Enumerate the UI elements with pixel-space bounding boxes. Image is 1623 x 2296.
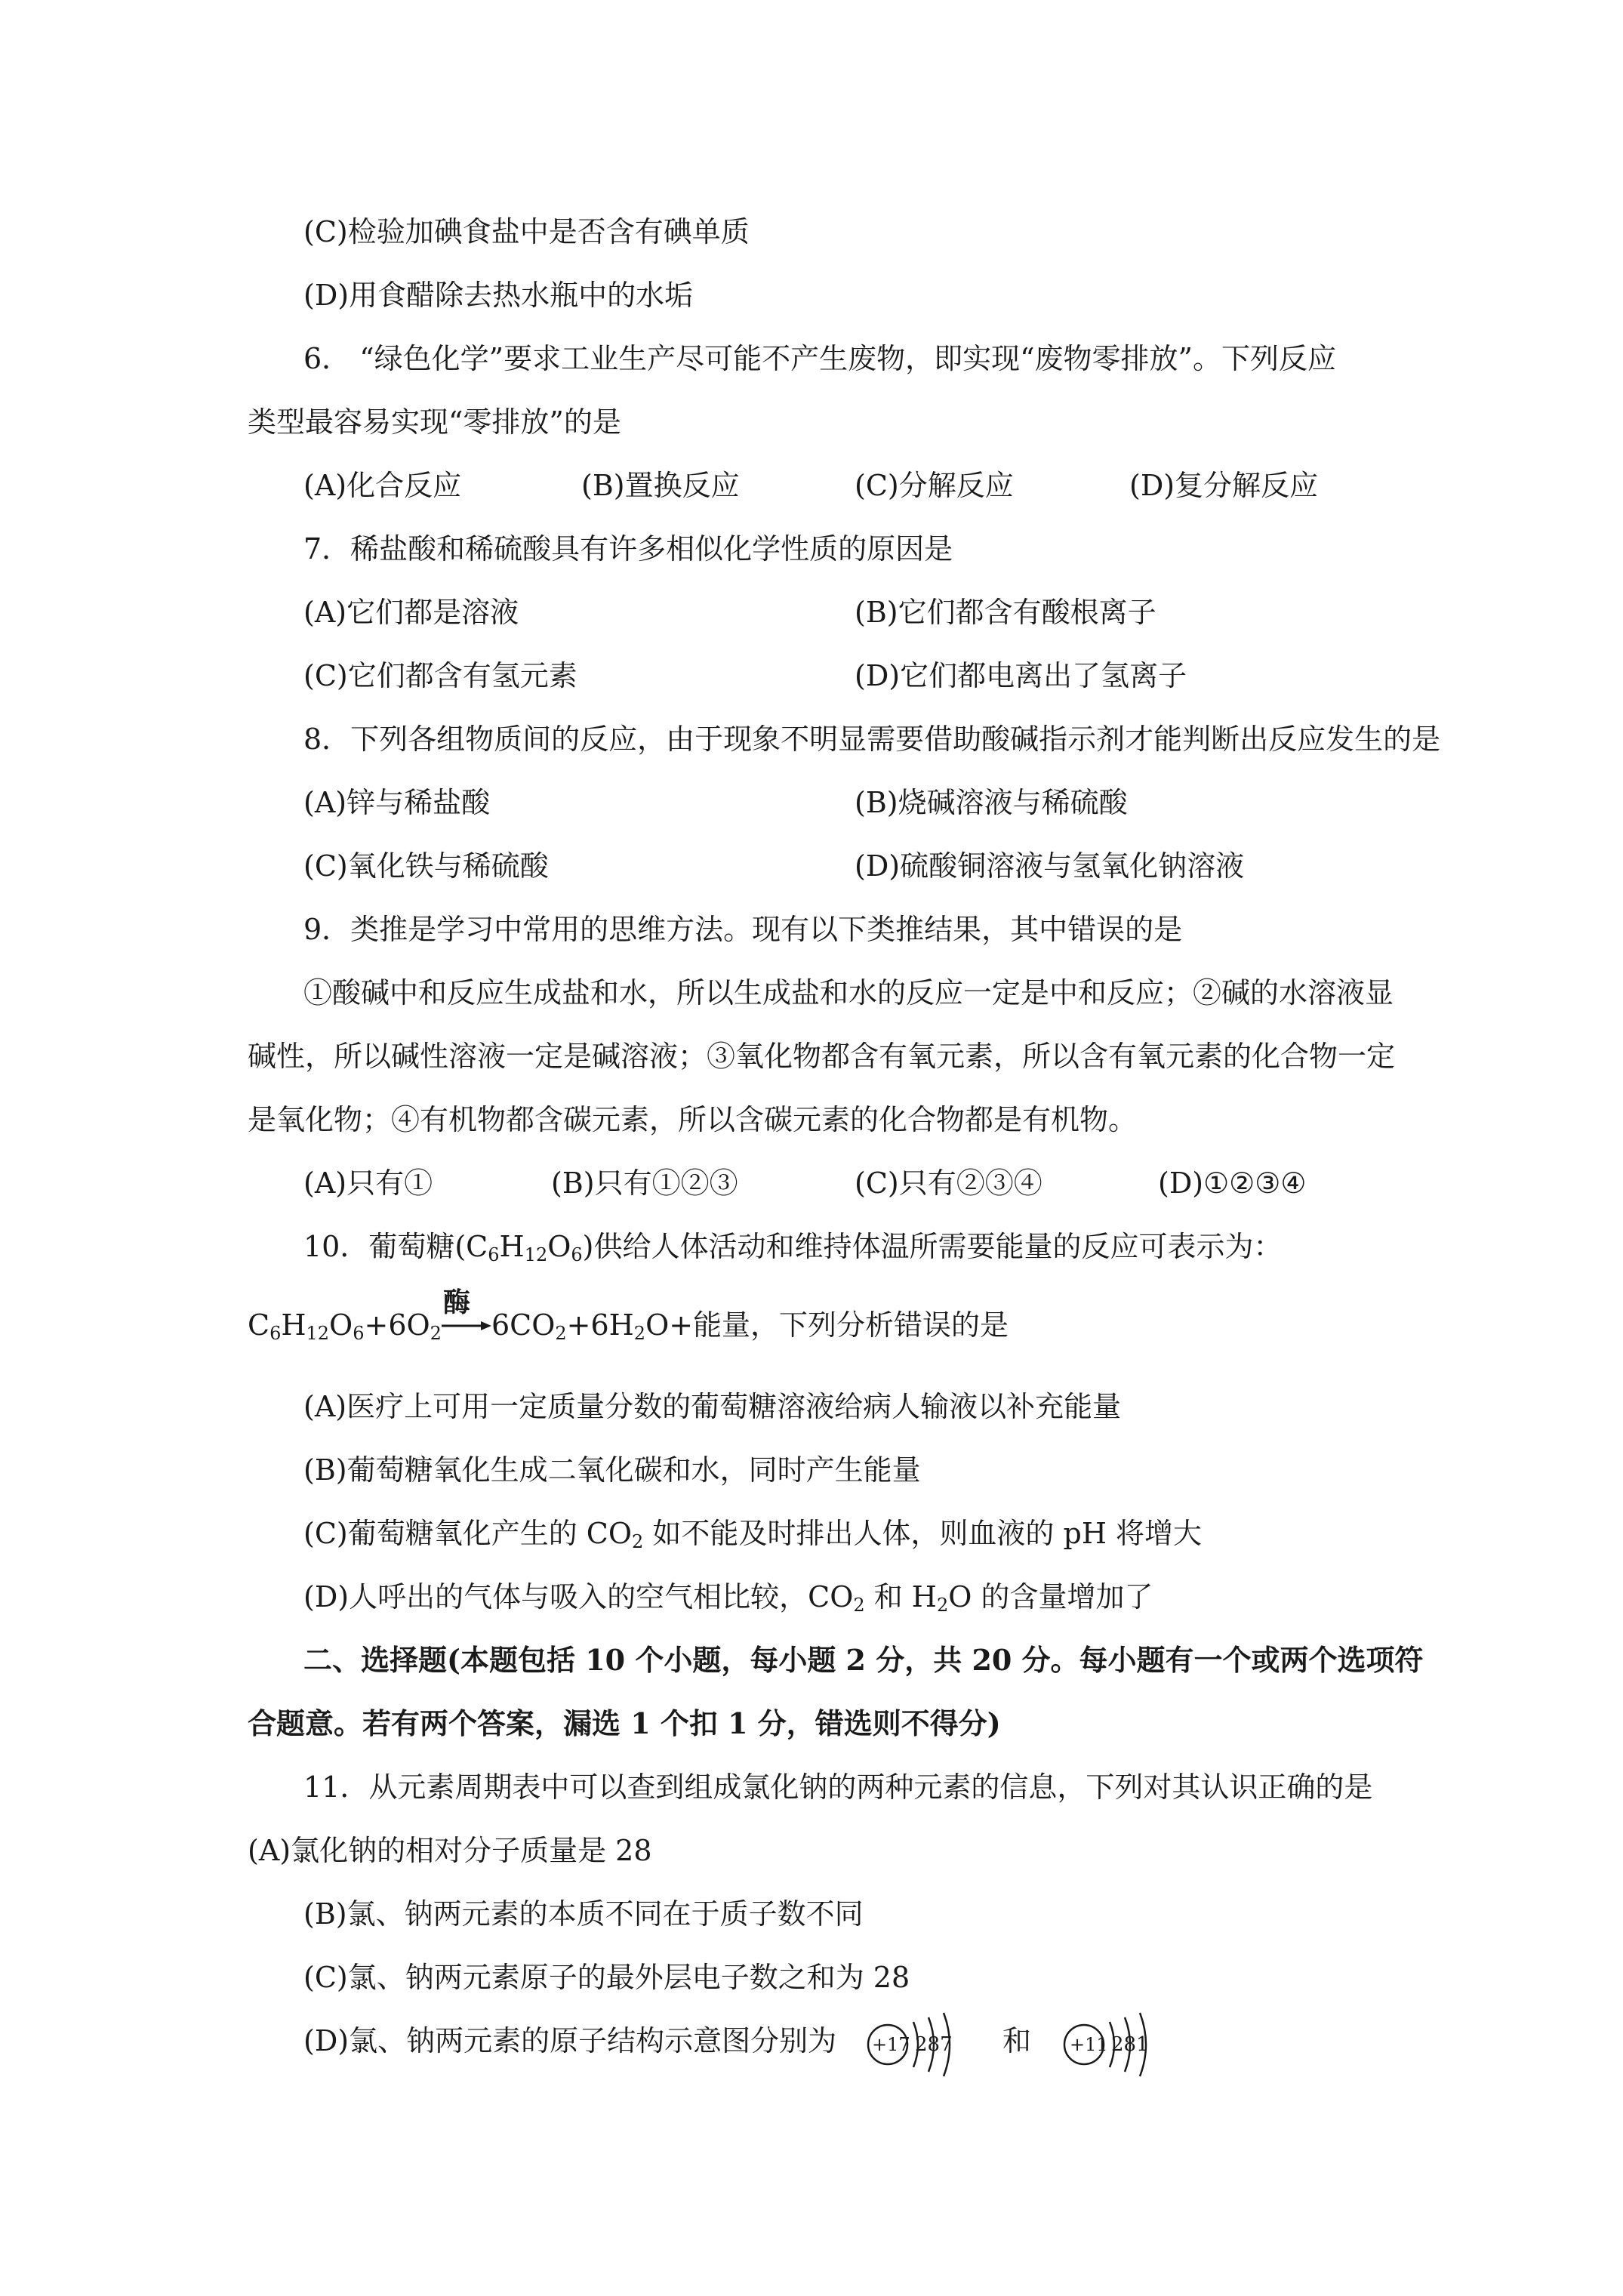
chlorine-atom-diagram bbox=[861, 2008, 966, 2081]
q11-option-d-text: (D)氯、钠两元素的原子结构示意图分别为 bbox=[303, 2024, 837, 2057]
q6-option-c: (C)分解反应 bbox=[855, 469, 1014, 502]
q6-option-b: (B)置换反应 bbox=[581, 469, 740, 502]
sodium-shell-electrons: 281 bbox=[1111, 2033, 1149, 2056]
chlorine-shell-electrons: 287 bbox=[915, 2033, 953, 2056]
q6-option-a: (A)化合反应 bbox=[303, 469, 462, 502]
q9-para-line3: 是氧化物；④有机物都含碳元素，所以含碳元素的化合物都是有机物。 bbox=[248, 1103, 1138, 1136]
q11-option-a: (A)氯化钠的相对分子质量是 28 bbox=[248, 1834, 652, 1867]
q9-option-a: (A)只有① bbox=[303, 1166, 433, 1200]
q9-para-line1: ①酸碱中和反应生成盐和水，所以生成盐和水的反应一定是中和反应；②碱的水溶液显 bbox=[303, 976, 1394, 1009]
q10-equation: $C_6H_{12}O_6+6O_2$ 酶 $6CO_2+6H_2O+$能量，下列分析错误的是 bbox=[248, 1307, 1009, 1343]
q5-option-c: (C)检验加碘食盐中是否含有碘单质 bbox=[303, 215, 750, 248]
q7-option-b: (B)它们都含有酸根离子 bbox=[855, 596, 1156, 629]
q10-option-b: (B)葡萄糖氧化生成二氧化碳和水，同时产生能量 bbox=[303, 1453, 921, 1487]
q9-para-line2: 碱性，所以碱性溶液一定是碱溶液；③氧化物都含有氧元素，所以含有氧元素的化合物一定 bbox=[248, 1040, 1396, 1073]
q9-option-b: (B)只有①②③ bbox=[551, 1166, 738, 1200]
reaction-arrow bbox=[442, 1287, 491, 1343]
enzyme-label: 酶 bbox=[442, 1287, 470, 1318]
q7-option-c: (C)它们都含有氢元素 bbox=[303, 659, 577, 692]
q7-option-d: (D)它们都电离出了氢离子 bbox=[855, 659, 1187, 692]
q11-and-word: 和 bbox=[1002, 2024, 1032, 2057]
q8-option-a: (A)锌与稀盐酸 bbox=[303, 786, 491, 819]
section2-header-line1: 二、选择题(本题包括 10 个小题，每小题 2 分，共 20 分。每小题有一个或两个选项符 bbox=[303, 1643, 1424, 1677]
q6-stem-line2: 类型最容易实现“零排放”的是 bbox=[248, 405, 621, 439]
arrow-icon bbox=[442, 1321, 491, 1331]
q7-stem: 7．稀盐酸和稀硫酸具有许多相似化学性质的原因是 bbox=[303, 532, 953, 566]
q10-stem: 10．葡萄糖$(C_6H_{12}O_6)$供给人体活动和维持体温所需要能量的反应可表示为： bbox=[303, 1230, 1283, 1265]
q10-option-c: (C)葡萄糖氧化产生的 $CO_2$ 如不能及时排出人体，则血液的 pH 将增大 bbox=[303, 1517, 1203, 1552]
chlorine-nucleus-label: +17 bbox=[872, 2034, 910, 2055]
q7-option-a: (A)它们都是溶液 bbox=[303, 596, 519, 629]
q10-option-d: (D)人呼出的气体与吸入的空气相比较，$CO_2$ 和 $H_2O$ 的含量增加了 bbox=[303, 1580, 1153, 1616]
q9-option-d: (D)①②③④ bbox=[1158, 1166, 1307, 1200]
q8-stem: 8．下列各组物质间的反应，由于现象不明显需要借助酸碱指示剂才能判断出反应发生的是 bbox=[303, 723, 1441, 756]
q8-option-d: (D)硫酸铜溶液与氢氧化钠溶液 bbox=[855, 849, 1245, 883]
q6-stem-line1: 6． “绿色化学”要求工业生产尽可能不产生废物，即实现“废物零排放”。下列反应 bbox=[303, 342, 1336, 375]
sodium-atom-diagram bbox=[1057, 2008, 1163, 2081]
section2-header-line2: 合题意。若有两个答案，漏选 1 个扣 1 分，错选则不得分) bbox=[248, 1706, 1001, 1740]
q11-option-b: (B)氯、钠两元素的本质不同在于质子数不同 bbox=[303, 1897, 864, 1931]
sodium-nucleus-label: +11 bbox=[1070, 2034, 1108, 2055]
q11-option-c: (C)氯、钠两元素原子的最外层电子数之和为 28 bbox=[303, 1961, 910, 1994]
q8-option-b: (B)烧碱溶液与稀硫酸 bbox=[855, 786, 1128, 819]
q10-option-a: (A)医疗上可用一定质量分数的葡萄糖溶液给病人输液以补充能量 bbox=[303, 1390, 1122, 1423]
q11-option-d bbox=[303, 2023, 836, 2059]
q9-stem: 9．类推是学习中常用的思维方法。现有以下类推结果，其中错误的是 bbox=[303, 913, 1183, 946]
q8-option-c: (C)氧化铁与稀硫酸 bbox=[303, 849, 549, 883]
q11-stem: 11．从元素周期表中可以查到组成氯化钠的两种元素的信息，下列对其认识正确的是 bbox=[303, 1771, 1373, 1804]
q6-option-d: (D)复分解反应 bbox=[1129, 469, 1319, 502]
q5-option-d: (D)用食醋除去热水瓶中的水垢 bbox=[303, 279, 694, 312]
q9-option-c: (C)只有②③④ bbox=[855, 1166, 1042, 1200]
